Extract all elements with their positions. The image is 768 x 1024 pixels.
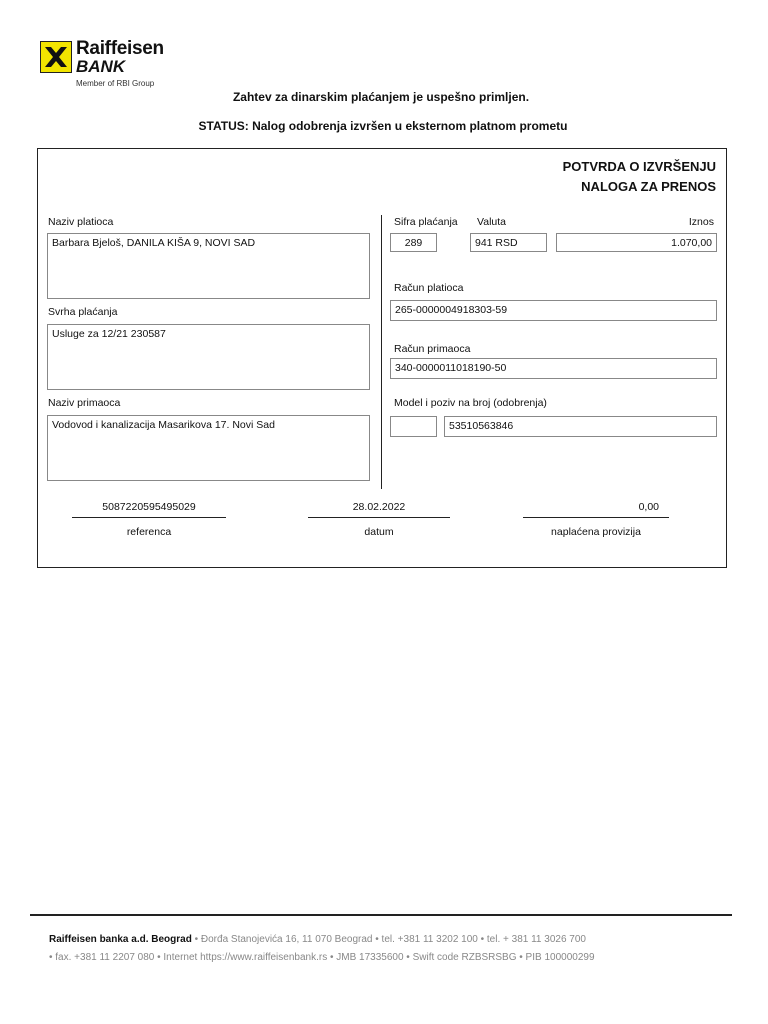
model-reference-label: Model i poziv na broj (odobrenja)	[394, 397, 547, 409]
date-label: datum	[364, 526, 394, 538]
status-message: STATUS: Nalog odobrenja izvršen u eksternom platnom prometu	[198, 119, 568, 133]
model-field	[390, 416, 437, 437]
footer-address: • Đorđa Stanojevića 16, 11 070 Beograd • tel. +381 11 3202 100 • tel. + 381 11 3026 700	[194, 934, 586, 945]
payment-order-confirmation-box	[37, 148, 727, 568]
purpose-label: Svrha plaćanja	[48, 306, 118, 318]
raiffeisen-gable-cross-icon	[40, 41, 72, 73]
footer-line-2: • fax. +381 11 2207 080 • Internet https://www.raiffeisenbank.rs • JMB 17335600 • Swift code RZBSRSBG • PIB 100000299	[49, 952, 595, 963]
reference-line	[72, 517, 226, 518]
footer-line-1	[49, 934, 586, 945]
logo-bank-word: BANK	[76, 57, 126, 76]
date-value: 28.02.2022	[352, 501, 406, 513]
recipient-field: Vodovod i kanalizacija Masarikova 17. Novi Sad	[47, 415, 370, 481]
payer-account-field: 265-0000004918303-59	[390, 300, 717, 321]
logo-name: Raiffeisen	[76, 38, 164, 59]
recipient-account-field: 340-0000011018190-50	[390, 358, 717, 379]
column-divider	[381, 215, 382, 489]
payer-account-label: Račun platioca	[394, 282, 464, 294]
fee-line	[523, 517, 669, 518]
confirmation-message: Zahtev za dinarskim plaćanjem je uspešno primljen.	[232, 90, 530, 104]
payer-label: Naziv platioca	[48, 216, 114, 228]
currency-label: Valuta	[477, 216, 506, 228]
recipient-account-label: Račun primaoca	[394, 343, 471, 355]
footer-rule	[30, 914, 732, 916]
recipient-label: Naziv primaoca	[48, 397, 121, 409]
payer-field: Barbara Bjeloš, DANILA KIŠA 9, NOVI SAD	[47, 233, 370, 299]
currency-field: 941 RSD	[470, 233, 547, 252]
footer-company: Raiffeisen banka a.d. Beograd	[49, 934, 192, 945]
fee-label: naplaćena provizija	[551, 526, 641, 538]
purpose-field: Usluge za 12/21 230587	[47, 324, 370, 390]
date-line	[308, 517, 450, 518]
logo-member-text: Member of RBI Group	[76, 79, 155, 88]
fee-value: 0,00	[638, 501, 659, 513]
reference-value: 5087220595495029	[102, 501, 196, 513]
form-title: POTVRDA O IZVRŠENJU NALOGA ZA PRENOS	[562, 159, 716, 194]
amount-label: Iznos	[688, 216, 714, 228]
reference-number-field: 53510563846	[444, 416, 717, 437]
bank-logo	[40, 38, 180, 93]
reference-label: referenca	[126, 526, 172, 538]
payment-code-label: Sifra plaćanja	[394, 216, 458, 228]
amount-field: 1.070,00	[556, 233, 717, 252]
payment-code-field: 289	[390, 233, 437, 252]
